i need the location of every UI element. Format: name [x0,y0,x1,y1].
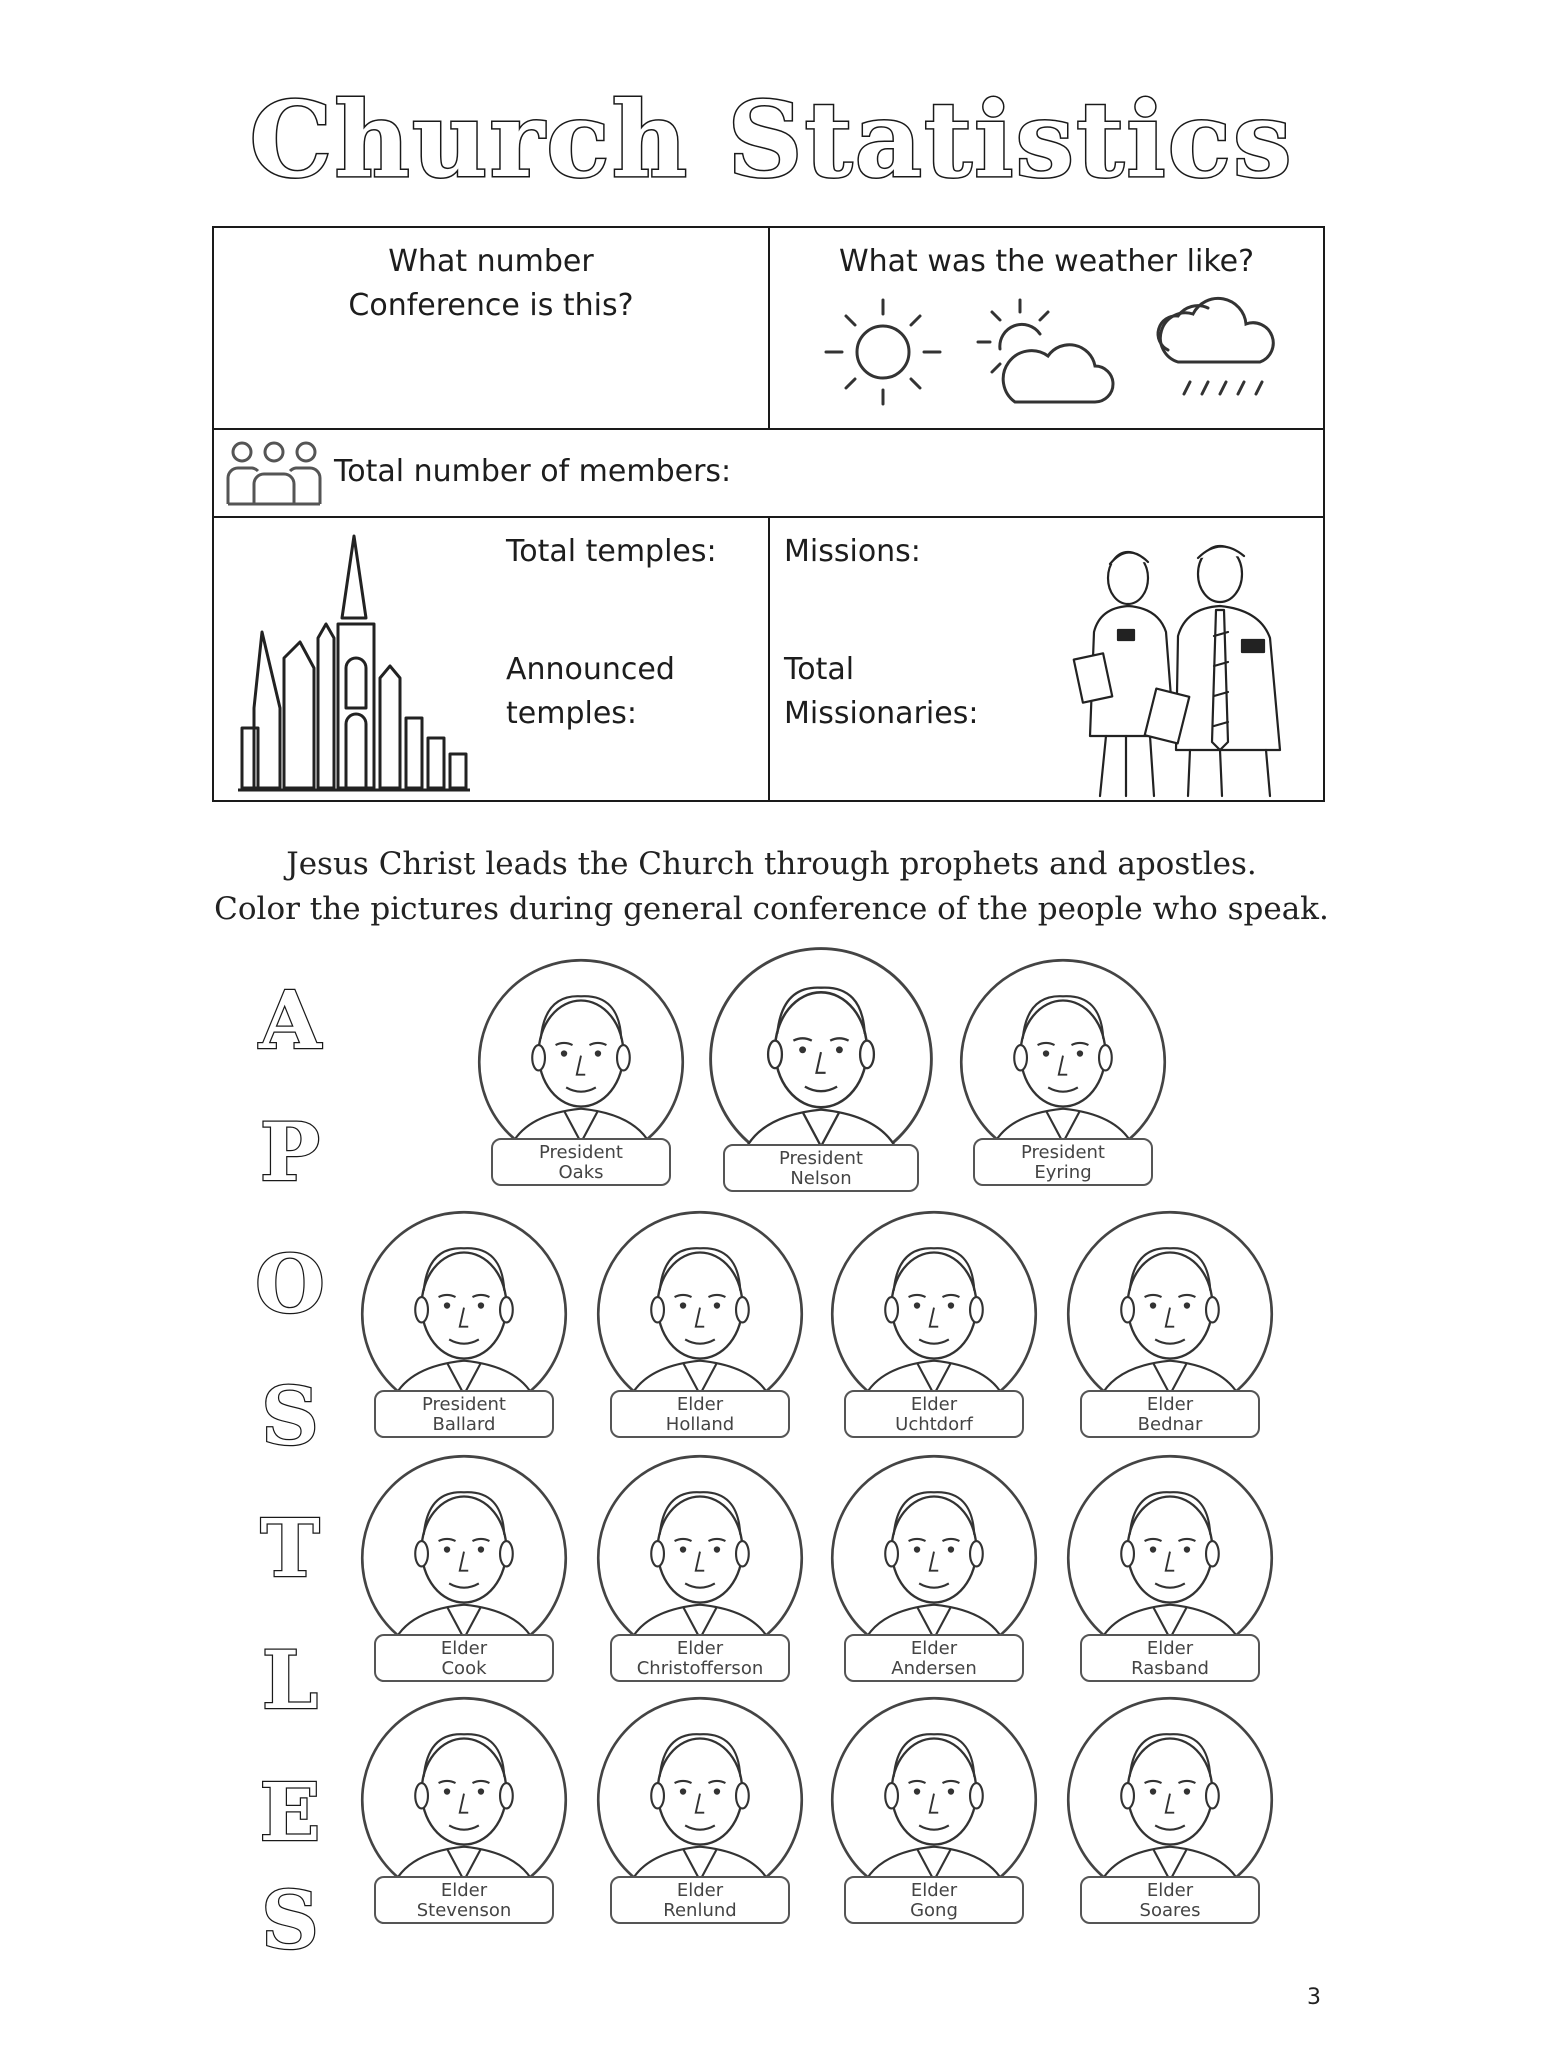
apostle-card[interactable] [594,1208,806,1450]
apostles-letter: S [261,1873,319,1967]
apostle-surname: Christofferson [636,1658,764,1679]
apostle-title: Elder [676,1880,724,1901]
apostle-name-label [723,1144,919,1192]
apostles-letter: E [259,1765,321,1859]
apostle-card[interactable] [706,944,936,1204]
apostle-surname: Renlund [663,1900,737,1921]
apostle-title: Elder [1146,1880,1194,1901]
conference-number-cell[interactable] [214,240,768,328]
apostle-card[interactable] [594,1452,806,1694]
apostle-title: Elder [676,1394,724,1415]
conference-question-line1: What number [388,244,594,279]
statistics-table [212,226,1325,802]
apostles-letter: S [261,1369,319,1463]
apostle-title: Elder [440,1638,488,1659]
apostle-portrait-drawing [828,1208,1040,1420]
apostle-name-label [844,1390,1024,1438]
apostle-name-label [374,1390,554,1438]
apostle-card[interactable] [1064,1452,1276,1694]
apostle-title: President [422,1394,506,1415]
apostle-card[interactable] [475,956,687,1198]
apostle-portrait-drawing [358,1694,570,1906]
temples-cell [214,518,768,802]
apostle-title: Elder [440,1880,488,1901]
apostles-letter: L [261,1633,319,1727]
apostle-surname: Ballard [432,1414,496,1435]
missionaries-illustration [1070,536,1310,798]
temple-icon [234,528,484,796]
apostles-letter: A [258,973,322,1067]
weather-cell [770,228,1323,428]
apostle-card[interactable] [358,1208,570,1450]
apostle-portrait-drawing [594,1452,806,1664]
apostle-title: President [779,1148,863,1169]
apostle-card[interactable] [594,1694,806,1936]
apostles-letter: T [260,1501,320,1595]
apostle-portrait-drawing [828,1694,1040,1906]
apostles-letter: O [255,1237,325,1331]
apostle-portrait-drawing [957,956,1169,1168]
apostle-title: Elder [910,1394,958,1415]
apostle-portrait-drawing [475,956,687,1168]
intro-text [0,842,1543,932]
apostle-surname: Soares [1139,1900,1201,1921]
apostle-card[interactable] [828,1208,1040,1450]
apostle-portrait-drawing [594,1208,806,1420]
page-title: Church Statistics [249,78,1294,201]
temples-label[interactable]: Total temples: [506,534,717,569]
apostle-portrait-drawing [706,944,936,1174]
apostle-portrait-drawing [358,1452,570,1664]
apostle-title: President [1021,1142,1105,1163]
apostle-name-label [374,1634,554,1682]
apostle-card[interactable] [828,1694,1040,1936]
apostle-surname: Holland [665,1414,735,1435]
apostle-card[interactable] [957,956,1169,1198]
missions-cell [770,518,1323,802]
apostle-portrait-drawing [1064,1208,1276,1420]
apostles-letter: P [259,1105,321,1199]
apostle-surname: Cook [441,1658,487,1679]
apostle-name-label [374,1876,554,1924]
apostle-card[interactable] [828,1452,1040,1694]
apostle-name-label [844,1876,1024,1924]
apostle-portrait-drawing [358,1208,570,1420]
apostle-title: Elder [676,1638,724,1659]
apostle-surname: Oaks [558,1162,604,1183]
announced-line1: Announced [506,652,675,687]
apostle-name-label [491,1138,671,1186]
members-cell[interactable] [214,430,1323,516]
apostle-portrait-drawing [594,1694,806,1906]
missionaries-line2: Missionaries: [784,696,979,731]
conference-question-line2: Conference is this? [348,288,634,323]
apostle-surname: Nelson [790,1168,852,1189]
apostle-title: President [539,1142,623,1163]
apostle-surname: Eyring [1034,1162,1092,1183]
members-label: Total number of members: [334,454,732,489]
apostle-surname: Gong [910,1900,958,1921]
sun-icon[interactable] [818,294,948,414]
apostle-name-label [610,1876,790,1924]
apostle-name-label [610,1390,790,1438]
intro-line1: Jesus Christ leads the Church through prophets and apostles. [286,846,1257,882]
apostle-surname: Uchtdorf [895,1414,973,1435]
missionaries-label[interactable] [784,648,978,736]
apostle-title: Elder [1146,1394,1194,1415]
apostle-name-label [1080,1634,1260,1682]
apostle-name-label [1080,1876,1260,1924]
apostle-surname: Stevenson [416,1900,512,1921]
partly-cloudy-icon[interactable] [970,294,1120,414]
apostle-portrait-drawing [1064,1452,1276,1664]
apostle-card[interactable] [358,1694,570,1936]
apostle-name-label [610,1634,790,1682]
apostle-surname: Rasband [1131,1658,1209,1679]
apostle-card[interactable] [1064,1694,1276,1936]
apostle-portrait-drawing [828,1452,1040,1664]
apostle-title: Elder [1146,1638,1194,1659]
page-number: 3 [1307,1985,1321,2010]
missions-label[interactable]: Missions: [784,534,921,569]
apostle-surname: Bednar [1137,1414,1203,1435]
apostle-surname: Andersen [891,1658,977,1679]
apostle-portrait-drawing [1064,1694,1276,1906]
weather-question: What was the weather like? [838,244,1255,279]
apostle-card[interactable] [1064,1208,1276,1450]
members-icon [224,438,324,508]
apostle-title: Elder [910,1638,958,1659]
missionaries-line1: Total [784,652,855,687]
intro-line2: Color the pictures during general conference of the people who speak. [214,891,1329,927]
apostle-name-label [844,1634,1024,1682]
apostle-card[interactable] [358,1452,570,1694]
rain-icon[interactable] [1148,294,1278,414]
apostle-name-label [973,1138,1153,1186]
apostle-name-label [1080,1390,1260,1438]
announced-temples-label[interactable] [506,648,675,736]
apostle-title: Elder [910,1880,958,1901]
announced-line2: temples: [506,696,638,731]
